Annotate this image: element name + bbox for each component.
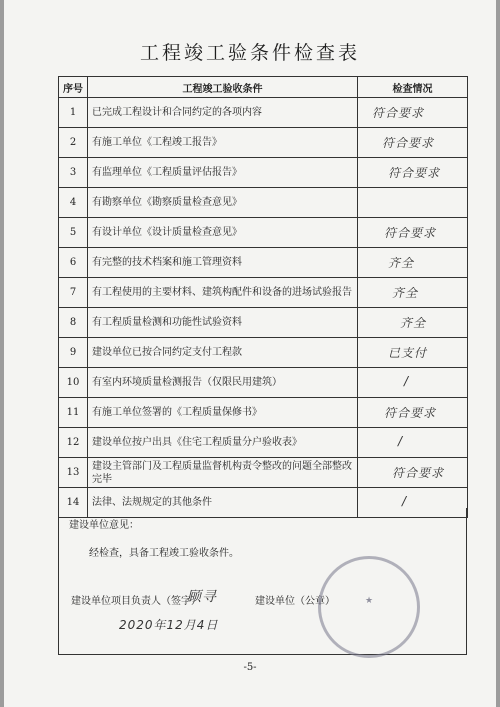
- signature-label: 建设单位项目负责人（签字）: [71, 596, 201, 607]
- official-seal: [318, 556, 420, 658]
- table-row: [59, 398, 468, 428]
- row-condition: 法律、法规规定的其他条件: [88, 488, 358, 518]
- row-result-handwriting: 齐全: [388, 256, 415, 270]
- row-result-handwriting: 齐全: [392, 286, 419, 300]
- row-number: 5: [59, 218, 88, 248]
- table-row: [59, 308, 468, 338]
- row-result-handwriting: 符合要求: [388, 166, 441, 180]
- table-row: [59, 338, 468, 368]
- header-result: 检查情况: [358, 77, 468, 98]
- scan-edge-left: [0, 0, 4, 707]
- row-result-handwriting: 符合要求: [372, 106, 425, 120]
- row-number: 14: [59, 488, 88, 518]
- row-condition: 有工程使用的主要材料、建筑构配件和设备的进场试验报告: [88, 278, 358, 308]
- row-result-cell: [358, 128, 468, 158]
- row-result-cell: [358, 458, 468, 488]
- header-condition: 工程竣工验收条件: [88, 77, 358, 98]
- row-result-handwriting: 符合要求: [384, 226, 437, 240]
- row-number: 4: [59, 188, 88, 218]
- row-number: 13: [59, 458, 88, 488]
- row-number: 9: [59, 338, 88, 368]
- checklist-table: [58, 76, 468, 518]
- page-number: -5-: [243, 662, 257, 673]
- opinion-label: 建设单位意见：: [69, 520, 139, 531]
- table-row: [59, 248, 468, 278]
- row-condition: 已完成工程设计和合同约定的各项内容: [88, 98, 358, 128]
- row-number: 3: [59, 158, 88, 188]
- table-row: [59, 98, 468, 128]
- seal-mark: ★: [364, 596, 374, 606]
- scan-edge-right: [496, 0, 500, 707]
- table-row: [59, 458, 468, 488]
- row-number: 1: [59, 98, 88, 128]
- header-no: 序号: [59, 77, 88, 98]
- row-result-cell: [358, 308, 468, 338]
- row-number: 12: [59, 428, 88, 458]
- row-number: 2: [59, 128, 88, 158]
- opinion-text: 经检查，具备工程竣工验收条件。: [89, 548, 239, 559]
- row-condition: 有施工单位签署的《工程质量保修书》: [88, 398, 358, 428]
- row-condition: 有工程质量检测和功能性试验资料: [88, 308, 358, 338]
- table-row: [59, 188, 468, 218]
- row-result-cell: [358, 248, 468, 278]
- row-number: 8: [59, 308, 88, 338]
- row-number: 10: [59, 368, 88, 398]
- unit-seal-label: 建设单位（公章）: [255, 596, 335, 607]
- row-condition: 有室内环境质量检测报告（仅限民用建筑）: [88, 368, 358, 398]
- row-result-cell: [358, 188, 468, 218]
- row-condition: 有勘察单位《勘察质量检查意见》: [88, 188, 358, 218]
- row-condition: 有完整的技术档案和施工管理资料: [88, 248, 358, 278]
- row-condition: 有设计单位《设计质量检查意见》: [88, 218, 358, 248]
- row-result-cell: [358, 368, 468, 398]
- row-number: 7: [59, 278, 88, 308]
- handwritten-date: 2020年12月4日: [119, 618, 219, 632]
- row-result-handwriting: /: [404, 374, 410, 388]
- row-result-cell: [358, 158, 468, 188]
- row-result-handwriting: /: [398, 434, 404, 448]
- row-result-handwriting: 符合要求: [382, 136, 435, 150]
- table-row: [59, 218, 468, 248]
- table-row: [59, 428, 468, 458]
- row-condition: 有施工单位《工程竣工报告》: [88, 128, 358, 158]
- row-condition: 有监理单位《工程质量评估报告》: [88, 158, 358, 188]
- row-result-cell: [358, 98, 468, 128]
- table-header-row: [59, 77, 468, 98]
- row-result-cell: [358, 278, 468, 308]
- row-result-handwriting: 符合要求: [384, 406, 437, 420]
- table-row: [59, 278, 468, 308]
- row-result-cell: [358, 338, 468, 368]
- row-result-handwriting: 符合要求: [392, 466, 445, 480]
- row-result-cell: [358, 218, 468, 248]
- row-number: 11: [59, 398, 88, 428]
- row-condition: 建设单位已按合同约定支付工程款: [88, 338, 358, 368]
- page-title: 工程竣工验条件检查表: [139, 42, 360, 64]
- row-result-cell: [358, 398, 468, 428]
- row-result-handwriting: /: [402, 494, 408, 508]
- handwritten-signature: 顾寻: [187, 589, 217, 605]
- table-row: [59, 128, 468, 158]
- row-result-handwriting: 已支付: [388, 346, 428, 360]
- row-number: 6: [59, 248, 88, 278]
- row-result-cell: [358, 428, 468, 458]
- table-row: [59, 158, 468, 188]
- row-result-handwriting: 齐全: [400, 316, 427, 330]
- table-row: [59, 368, 468, 398]
- row-condition: 建设主管部门及工程质量监督机构责令整改的问题全部整改完毕: [88, 458, 358, 488]
- row-condition: 建设单位按户出具《住宅工程质量分户验收表》: [88, 428, 358, 458]
